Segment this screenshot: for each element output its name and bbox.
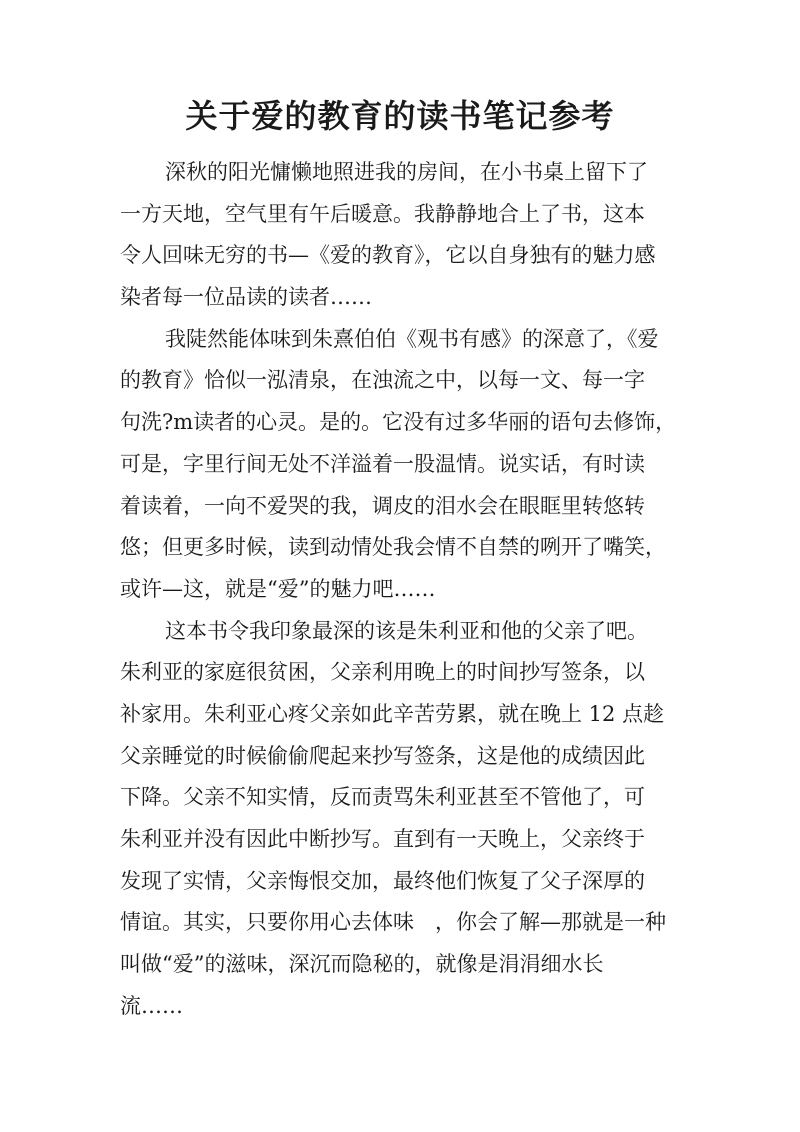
document-title: 关于爱的教育的读书笔记参考 xyxy=(185,97,615,135)
text-line: 深秋的阳光慵懒地照进我的房间，在小书桌上留下了 xyxy=(165,160,648,184)
text-line: 流…… xyxy=(120,993,183,1018)
text-line: 下降。父亲不知实情，反而责骂朱利亚甚至不管他了，可 xyxy=(120,785,645,810)
text-line: 可是，字里行间无处不洋溢着一股温情。说实话，有时读 xyxy=(120,451,645,476)
text-line: 染者每一位品读的读者…… xyxy=(120,285,372,310)
text-line: 或许—这，就是“爱”的魅力吧…… xyxy=(120,576,436,601)
text-line: 着读着，一向不爱哭的我，调皮的泪水会在眼眶里转悠转 xyxy=(120,493,645,518)
text-line: 叫做“爱”的滋味，深沉而隐秘的，就像是涓涓细水长 xyxy=(120,952,604,977)
text-line: 一方天地，空气里有午后暖意。我静静地合上了书，这本 xyxy=(120,201,645,226)
text-line: 这本书令我印象最深的该是朱利亚和他的父亲了吧。 xyxy=(165,618,648,643)
text-line: 情谊。其实，只要你用心去体味 ，你会了解—那就是一种 xyxy=(120,910,666,935)
text-line: 句洗?m读者的心灵。是的。它没有过多华丽的语句去修饰， xyxy=(120,410,677,435)
text-line: 补家用。朱利亚心疼父亲如此辛苦劳累，就在晚上 12 点趁 xyxy=(120,701,665,726)
text-line: 的教育》恰似一泓清泉，在浊流之中，以每一文、每一字 xyxy=(120,368,645,393)
text-line: 悠；但更多时候，读到动情处我会情不自禁的咧开了嘴笑， xyxy=(120,535,666,560)
text-line: 父亲睡觉的时候偷偷爬起来抄写签条，这是他的成绩因此 xyxy=(120,743,645,768)
text-line: 朱利亚并没有因此中断抄写。直到有一天晚上，父亲终于 xyxy=(120,827,645,851)
text-line: 我陡然能体味到朱熹伯伯《观书有感》的深意了，《爱 xyxy=(165,326,659,351)
document-body xyxy=(120,152,690,1027)
text-line: 朱利亚的家庭很贫困，父亲利用晚上的时间抄写签条，以 xyxy=(120,660,645,685)
text-line: 令人回味无穷的书—《爱的教育》，它以自身独有的魅力感 xyxy=(120,243,656,268)
text-line: 发现了实情，父亲悔恨交加，最终他们恢复了父子深厚的 xyxy=(120,868,645,893)
